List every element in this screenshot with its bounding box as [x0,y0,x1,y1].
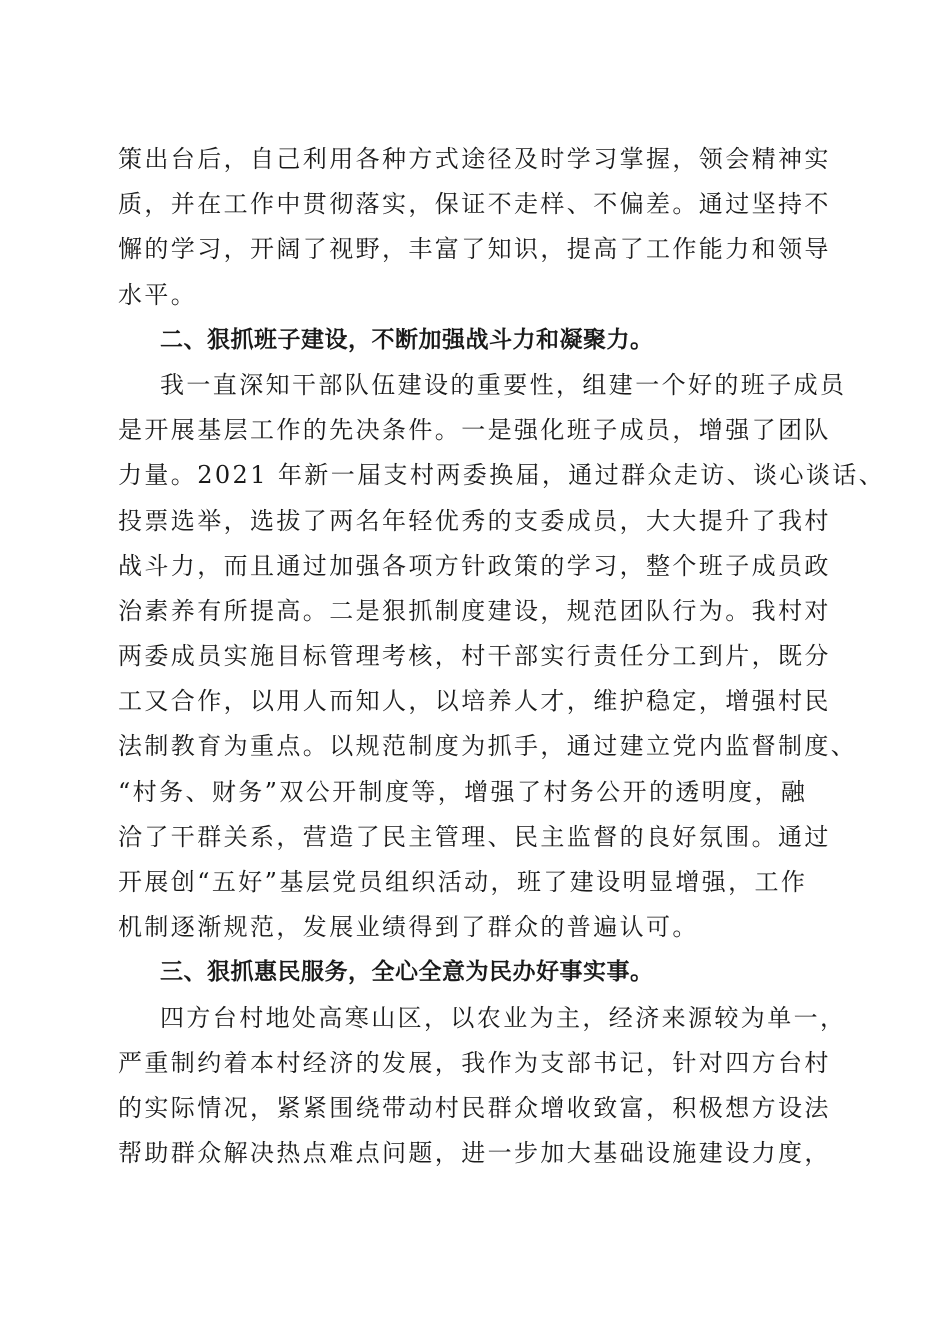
body-line: 策出台后，自己利用各种方式途径及时学习掌握，领会精神实 [118,145,831,173]
paragraph-first-line: 我一直深知干部队伍建设的重要性，组建一个好的班子成员 [160,370,847,399]
body-line: 懈的学习，开阔了视野，丰富了知识，提高了工作能力和领导 [118,235,831,264]
section-heading-3: 三、狠抓惠民服务，全心全意为民办好事实事。 [160,959,654,986]
body-line: 帮助群众解决热点难点问题，进一步加大基础设施建设力度， [118,1139,831,1168]
body-line: 质，并在工作中贯彻落实，保证不走样、不偏差。通过坚持不 [118,190,831,219]
body-line: 严重制约着本村经济的发展，我作为支部书记，针对四方台村 [118,1048,831,1077]
paragraph-first-line: 四方台村地处高寒山区，以农业为主，经济来源较为单一， [160,1003,847,1032]
body-line: 洽了干群关系，营造了民主管理、民主监督的良好氛围。通过 [118,822,831,851]
body-line: 两委成员实施目标管理考核，村干部实行责任分工到片，既分 [118,642,831,671]
body-line: 机制逐渐规范，发展业绩得到了群众的普遍认可。 [118,913,699,942]
body-line: 的实际情况，紧紧围绕带动村民群众增收致富，积极想方设法 [118,1093,831,1122]
body-line: 是开展基层工作的先决条件。一是强化班子成员，增强了团队 [118,416,831,445]
body-line: 法制教育为重点。以规范制度为抓手，通过建立党内监督制度、 [118,732,858,761]
body-line: 战斗力，而且通过加强各项方针政策的学习，整个班子成员政 [118,551,831,580]
body-line: 力量。2021 年新一届支村两委换届，通过群众走访、谈心谈话、 [118,461,886,490]
section-heading-2: 二、狠抓班子建设，不断加强战斗力和凝聚力。 [160,326,654,353]
body-line: 水平。 [118,280,198,309]
body-line: 投票选举，选拔了两名年轻优秀的支委成员，大大提升了我村 [118,506,831,535]
document-body [118,137,886,1176]
body-line: 工又合作，以用人而知人，以培养人才，维护稳定，增强村民 [118,687,831,716]
body-line: 治素养有所提高。二是狠抓制度建设，规范团队行为。我村对 [118,596,831,625]
body-line: 开展创“五好”基层党员组织活动，班了建设明显增强，工作 [118,868,808,896]
body-line: “村务、财务”双公开制度等，增强了村务公开的透明度，融 [118,777,808,806]
